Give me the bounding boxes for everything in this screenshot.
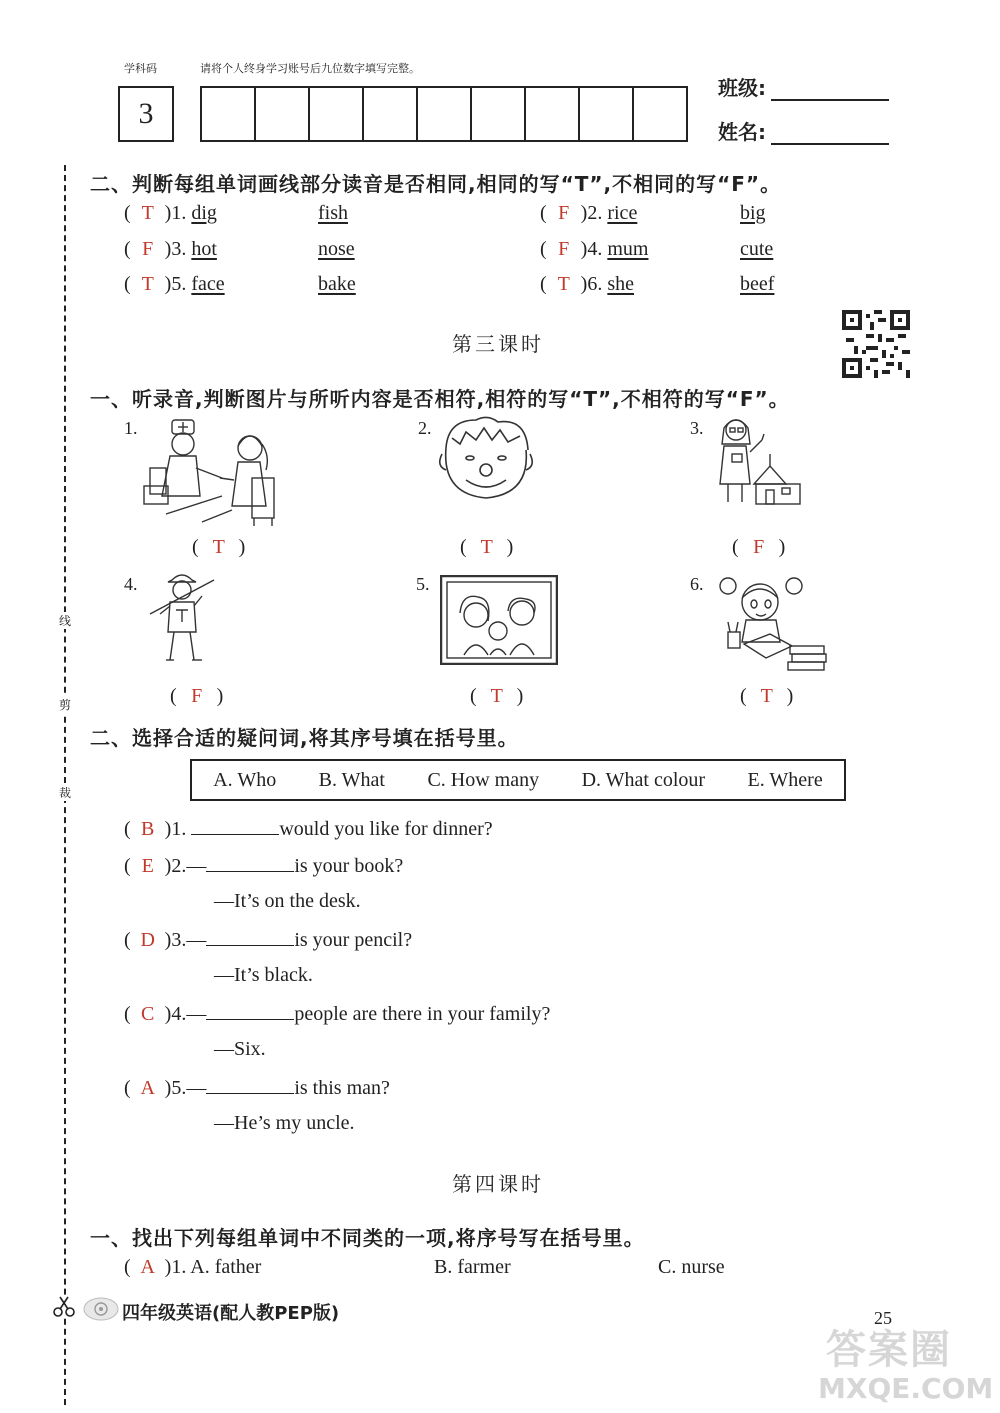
name-field	[718, 116, 889, 145]
side-char-cai: 裁	[58, 786, 71, 800]
odd-one-out-section-title: 一、找出下列每组单词中不同类的一项,将序号写在括号里。	[90, 1226, 645, 1250]
digit-box[interactable]	[580, 88, 634, 140]
teacher-school-picture	[710, 414, 804, 506]
odd-item-1: ( A )1. A. father	[124, 1256, 262, 1278]
picture-answer[interactable]: T	[490, 685, 503, 707]
picture-answer[interactable]: F	[753, 536, 765, 558]
wh-blank[interactable]	[191, 816, 279, 835]
pron-word: nose	[318, 238, 355, 260]
girl-books-picture	[714, 572, 830, 672]
cut-line-labels	[56, 612, 74, 629]
pron-word: beef	[740, 273, 775, 295]
wh-dash: —	[186, 855, 207, 877]
wh-question: is this man?	[294, 1077, 390, 1099]
odd-option-c: C. nurse	[658, 1256, 725, 1278]
picture-answer-row: ( T )	[740, 685, 794, 707]
odd-num: 1.	[171, 1256, 187, 1278]
wh-reply: —Six.	[214, 1038, 266, 1060]
qr-code-icon[interactable]	[842, 310, 910, 378]
wh-answer[interactable]: E	[141, 855, 154, 877]
footer-emblem-icon	[82, 1296, 120, 1322]
subject-code-label: 学科码	[124, 62, 157, 75]
pron-item-6: ( T )6. she	[540, 273, 635, 295]
digit-box[interactable]	[472, 88, 526, 140]
pron-word: dig	[191, 202, 217, 224]
wh-question: people are there in your family?	[294, 1003, 551, 1025]
picture-number: 3.	[690, 418, 704, 438]
wh-num: 2.	[171, 855, 187, 877]
picture-answer-row: ( T )	[470, 685, 524, 707]
wh-item-4: ( C )4.— people are there in your family?	[124, 1003, 551, 1025]
digit-box[interactable]	[526, 88, 580, 140]
wh-num: 5.	[171, 1077, 187, 1099]
pron-word: mum	[607, 238, 649, 260]
side-char-xian: 线	[58, 614, 71, 628]
wh-dash: —	[186, 1003, 207, 1025]
family-photo-picture	[440, 575, 558, 665]
pron-item-4: ( F )4. mum	[540, 238, 649, 260]
pron-word: face	[191, 273, 225, 295]
wh-answer[interactable]: D	[140, 929, 155, 951]
wh-num: 4.	[171, 1003, 187, 1025]
picture-answer[interactable]: T	[760, 685, 773, 707]
picture-answer-row: ( F )	[170, 685, 224, 707]
pron-answer[interactable]: T	[141, 273, 154, 295]
option-how-many: C. How many	[427, 768, 540, 791]
wh-dash: —	[186, 929, 207, 951]
picture-answer[interactable]: T	[480, 536, 493, 558]
picture-number: 5.	[416, 574, 430, 594]
name-label: 姓名:	[718, 120, 766, 144]
wh-num: 3.	[171, 929, 187, 951]
pron-word: bake	[318, 273, 356, 295]
wh-answer[interactable]: C	[141, 1003, 155, 1025]
odd-answer[interactable]: A	[140, 1256, 155, 1278]
footer-book-title: 四年级英语(配人教PEP版)	[122, 1303, 340, 1324]
pronunciation-section-title: 二、判断每组单词画线部分读音是否相同,相同的写“T”,不相同的写“F”。	[90, 172, 782, 196]
option-what: B. What	[318, 768, 385, 791]
pron-word: fish	[318, 202, 348, 224]
pron-word: rice	[607, 202, 638, 224]
wh-blank[interactable]	[206, 927, 294, 946]
pron-word: she	[607, 273, 635, 295]
account-instruction: 请将个人终身学习账号后九位数字填写完整。	[200, 62, 420, 75]
wh-reply: —It’s on the desk.	[214, 890, 361, 912]
class-field	[718, 72, 889, 101]
subject-code-box: 3	[118, 86, 174, 142]
picture-number: 4.	[124, 574, 138, 594]
wh-dash: —	[186, 1077, 207, 1099]
listening-section-title: 一、听录音,判断图片与所听内容是否相符,相符的写“T”,不相符的写“F”。	[90, 387, 790, 411]
baseball-boy-picture	[146, 570, 216, 666]
wh-section-title: 二、选择合适的疑问词,将其序号填在括号里。	[90, 726, 519, 750]
wh-question: is your book?	[294, 855, 404, 877]
wh-num: 1.	[171, 818, 187, 840]
page-number: 25	[874, 1308, 892, 1328]
account-digit-boxes[interactable]	[200, 86, 688, 142]
wh-reply: —He’s my uncle.	[214, 1112, 355, 1134]
wh-item-1: ( B )1. would you like for dinner?	[124, 818, 493, 840]
wh-item-3: ( D )3.— is your pencil?	[124, 929, 413, 951]
watermark-url: MXQE.COM	[818, 1372, 994, 1405]
digit-box[interactable]	[256, 88, 310, 140]
pron-item-1: ( T )1. dig	[124, 202, 217, 224]
pron-num: 3.	[171, 238, 187, 260]
pron-num: 4.	[587, 238, 603, 260]
picture-answer-row: ( F )	[732, 536, 786, 558]
picture-answer-row: ( T )	[460, 536, 514, 558]
pron-word: big	[740, 202, 766, 224]
digit-box[interactable]	[364, 88, 418, 140]
pron-answer[interactable]: F	[558, 202, 570, 224]
watermark-logo: 答案圈	[826, 1327, 952, 1373]
pron-answer[interactable]: F	[142, 238, 154, 260]
name-input[interactable]	[771, 121, 889, 145]
picture-number: 2.	[418, 418, 432, 438]
wh-answer[interactable]: B	[141, 818, 155, 840]
wh-item-2: ( E )2.— is your book?	[124, 855, 404, 877]
digit-box[interactable]	[202, 88, 256, 140]
pron-answer[interactable]: T	[141, 202, 154, 224]
picture-answer[interactable]: F	[191, 685, 203, 707]
wh-answer[interactable]: A	[140, 1077, 155, 1099]
wh-question: would you like for dinner?	[279, 818, 493, 840]
digit-box[interactable]	[418, 88, 472, 140]
picture-number: 6.	[690, 574, 704, 594]
wh-item-5: ( A )5.— is this man?	[124, 1077, 390, 1099]
pron-num: 6.	[587, 273, 603, 295]
doctor-girl-picture	[142, 416, 282, 528]
scissors-icon	[52, 1296, 76, 1318]
wh-blank[interactable]	[206, 1001, 294, 1020]
option-who: A. Who	[213, 768, 277, 791]
pron-item-5: ( T )5. face	[124, 273, 225, 295]
wh-options-box	[190, 759, 846, 801]
class-label: 班级:	[718, 76, 766, 100]
odd-option-a: A. father	[190, 1256, 262, 1278]
class-input[interactable]	[771, 77, 889, 101]
picture-answer[interactable]: T	[212, 536, 225, 558]
lesson-3-title: 第三课时	[452, 334, 544, 356]
picture-answer-row: ( T )	[192, 536, 246, 558]
option-what-colour: D. What colour	[581, 768, 706, 791]
wh-reply: —It’s black.	[214, 964, 313, 986]
lesson-4-title: 第四课时	[452, 1174, 544, 1196]
picture-number: 1.	[124, 418, 138, 438]
boy-face-picture	[436, 414, 536, 506]
side-char-jian: 剪	[58, 698, 71, 712]
wh-question: is your pencil?	[294, 929, 413, 951]
pron-answer[interactable]: T	[557, 273, 570, 295]
pron-num: 2.	[587, 202, 603, 224]
pron-num: 1.	[171, 202, 187, 224]
pron-item-2: ( F )2. rice	[540, 202, 638, 224]
digit-box[interactable]	[310, 88, 364, 140]
pron-answer[interactable]: F	[558, 238, 570, 260]
pron-word: hot	[191, 238, 217, 260]
option-where: E. Where	[747, 768, 823, 791]
wh-blank[interactable]	[206, 853, 294, 872]
odd-option-b: B. farmer	[434, 1256, 511, 1278]
pron-item-3: ( F )3. hot	[124, 238, 217, 260]
pron-word: cute	[740, 238, 774, 260]
pron-num: 5.	[171, 273, 187, 295]
wh-blank[interactable]	[206, 1075, 294, 1094]
digit-box[interactable]	[634, 88, 686, 140]
